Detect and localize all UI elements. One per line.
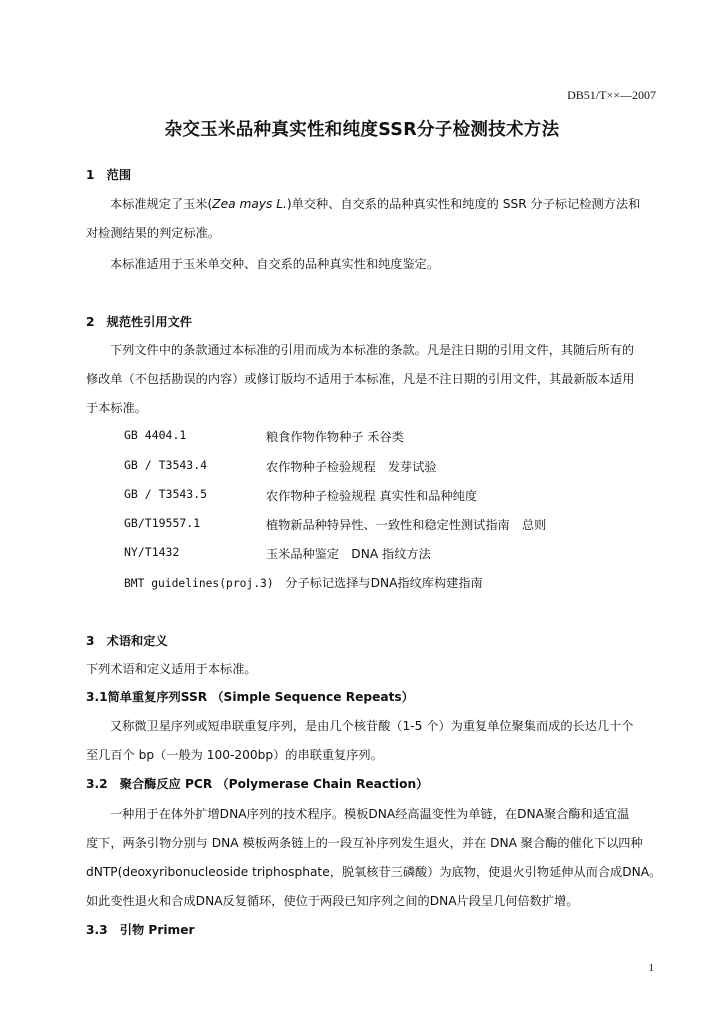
section-2-paragraph-line-2: 修改单（不包括勘误的内容）或修订版均不适用于本标准，凡是不注日期的引用文件，其最新版本适用: [86, 372, 635, 386]
term-3-2-line-1: 一种用于在体外扩增DNA序列的技术程序。模板DNA经高温变性为单链，在DNA聚合酶和适宜温: [110, 807, 630, 821]
term-3-2-line-2: 度下，两条引物分别与 DNA 模板两条链上的一段互补序列发生退火，并在 DNA 聚合酶的催化下以四种: [86, 836, 643, 850]
reference-code: GB 4404.1: [124, 428, 187, 442]
reference-title: 农作物种子检验规程 真实性和品种纯度: [266, 489, 478, 503]
reference-code: BMT guidelines(proj.3): [124, 577, 274, 590]
section-2-paragraph-line-3: 于本标准。: [86, 401, 147, 415]
term-3-2-line-4: 如此变性退火和合成DNA反复循环，使位于两段已知序列之间的DNA片段呈几何倍数扩增。: [86, 894, 579, 908]
term-3-1-line-2: 至几百个 bp（一般为 100-200bp）的串联重复序列。: [86, 748, 383, 762]
section-1-heading: 1 范围: [86, 168, 132, 182]
reference-title: 粮食作物作物种子 禾谷类: [266, 430, 404, 444]
section-3-intro: 下列术语和定义适用于本标准。: [86, 662, 257, 676]
section-2-heading: 2 规范性引用文件: [86, 315, 192, 329]
section-1-paragraph-2: 本标准适用于玉米单交种、自交系的品种真实性和纯度鉴定。: [110, 257, 440, 271]
reference-code: NY/T1432: [124, 545, 180, 559]
term-3-1-line-1: 又称微卫星序列或短串联重复序列，是由几个核苷酸（1-5 个）为重复单位聚集而成的长达几十个: [110, 719, 634, 733]
document-title: 杂交玉米品种真实性和纯度SSR分子检测技术方法: [164, 120, 560, 140]
section-1-paragraph-1-line-2: 对检测结果的判定标准。: [86, 226, 221, 240]
reference-code: GB / T3543.5: [124, 487, 208, 501]
page-number: 1: [648, 962, 654, 974]
latin-name: Zea mays L.: [212, 197, 287, 211]
reference-code: GB / T3543.4: [124, 458, 208, 472]
reference-title: 植物新品种特异性、一致性和稳定性测试指南 总则: [266, 518, 547, 532]
reference-last: [124, 574, 483, 591]
reference-code: GB/T19557.1: [124, 516, 201, 530]
section-3-heading: 3 术语和定义: [86, 634, 168, 648]
term-3-3-heading: 3.3 引物 Primer: [86, 923, 195, 937]
reference-title: 分子标记选择与DNA指纹库构建指南: [285, 576, 483, 590]
reference-title: 农作物种子检验规程 发芽试验: [266, 460, 437, 474]
term-3-1-heading: 3.1简单重复序列SSR （Simple Sequence Repeats）: [86, 690, 414, 704]
section-1-paragraph-1-line-1: 本标准规定了玉米(Zea mays L.)单交种、自交系的品种真实性和纯度的 SSR 分子标记检测方法和: [110, 197, 641, 211]
term-3-2-line-3: dNTP(deoxyribonucleoside triphosphate，脱氧核苷三磷酸）为底物，使退火引物延伸从而合成DNA。: [86, 865, 662, 879]
section-2-paragraph-line-1: 下列文件中的条款通过本标准的引用而成为本标准的条款。凡是注日期的引用文件，其随后所有的: [110, 343, 635, 357]
standard-code: DB51/T××—2007: [567, 88, 656, 102]
term-3-2-heading: 3.2 聚合酶反应 PCR （Polymerase Chain Reaction）: [86, 777, 429, 791]
reference-title: 玉米品种鉴定 DNA 指纹方法: [266, 547, 431, 561]
